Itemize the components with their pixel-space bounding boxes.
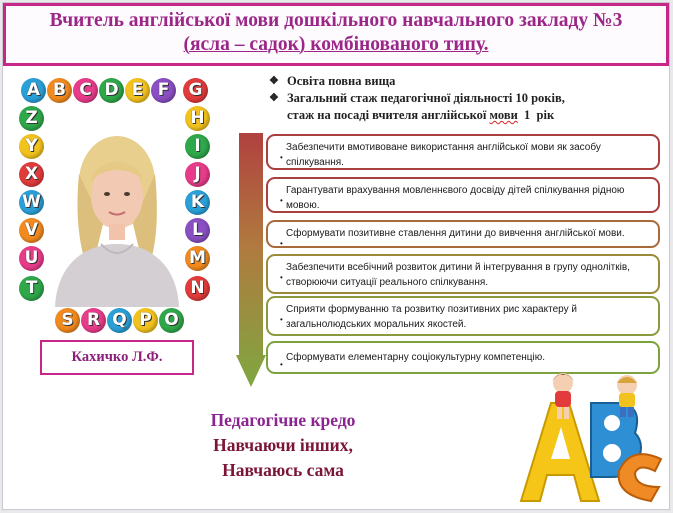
letter-n-icon: N [185, 276, 210, 301]
letter-e-icon: E [125, 78, 150, 103]
slide [2, 2, 670, 510]
task-item-2-text: Гарантувати врахування мовленнєвого досвіду дітей спілкування рідною мовою. [286, 185, 625, 211]
letter-l-icon: L [185, 218, 210, 243]
letter-i-icon: I [185, 134, 210, 159]
bullet-dot-icon: • [280, 315, 283, 324]
task-item-1 [266, 134, 660, 170]
letter-m-icon: M [185, 246, 210, 271]
letter-a-icon: A [21, 78, 46, 103]
info-bullets [265, 73, 625, 124]
letter-k-icon: K [185, 190, 210, 215]
title-box [3, 3, 669, 66]
task-item-2 [266, 177, 660, 213]
name-box [40, 340, 194, 375]
diamond-bullet-icon: ❖ [269, 75, 279, 87]
task-item-4 [266, 254, 660, 294]
letter-f-icon: F [151, 78, 176, 103]
task-item-5 [266, 296, 660, 336]
bullet-dot-icon: • [280, 153, 283, 162]
letter-t-icon: T [19, 276, 44, 301]
task-item-5-text: Сприяти формуванню та розвитку позитивних рис характеру й загальнолюдських моральних якостей. [286, 304, 577, 330]
letter-g-icon: G [183, 78, 208, 103]
letter-j-icon: J [185, 162, 210, 187]
letter-r-icon: R [81, 308, 106, 333]
letter-x-icon: X [19, 162, 44, 187]
pedagogical-credo [183, 408, 383, 483]
task-item-3-text: Сформувати позитивне ставлення дитини до вивчення англійської мови. [286, 228, 625, 239]
teacher-name: Кахичко Л.Ф. [71, 349, 163, 365]
letter-d-icon: D [99, 78, 124, 103]
bullet-sub-after: 1 рік [517, 108, 555, 122]
page-title [6, 6, 666, 57]
bullet-dot-icon: • [280, 360, 283, 369]
task-item-4-text: Забезпечити всебічний розвиток дитини й інтегрування в групу однолітків, створюючи ситуації реального спілкування. [286, 262, 630, 288]
teacher-photo [45, 104, 185, 307]
letter-s-icon: S [55, 308, 80, 333]
letter-h-icon: H [185, 106, 210, 131]
down-arrow-icon [236, 133, 266, 387]
letter-o-icon: O [159, 308, 184, 333]
letter-p-icon: P [133, 308, 158, 333]
bullet-dot-icon: • [280, 273, 283, 282]
alphabet-photo-frame [17, 76, 213, 338]
letter-v-icon: V [19, 218, 44, 243]
task-item-3 [266, 220, 660, 248]
title-line-2: (ясла – садок) комбінованого типу. [183, 34, 489, 55]
credo-line-2: Навчаючи інших, [213, 435, 353, 455]
kids-abc-illustration [511, 363, 666, 503]
letter-w-icon: W [19, 190, 44, 215]
task-item-6-text: Сформувати елементарну соціокультурну компетенцію. [286, 352, 546, 363]
letter-y-icon: Y [19, 134, 44, 159]
letter-b-icon: B [47, 78, 72, 103]
bullet-sub-before: стаж на посаді вчителя англійської [287, 108, 490, 122]
letter-z-icon: Z [19, 106, 44, 131]
letter-u-icon: U [19, 246, 44, 271]
bullet-education-text: Освіта повна вища [287, 74, 396, 88]
bullet-dot-icon: • [280, 196, 283, 205]
spellcheck-word: мови [489, 108, 518, 122]
task-item-1-text: Забезпечити вмотивоване використання англійської мови як засобу спілкування. [286, 142, 601, 168]
letter-c-icon: C [73, 78, 98, 103]
bullet-experience-text: Загальний стаж педагогічної діяльності 10 років, [287, 91, 565, 105]
bullet-experience-sub [265, 107, 625, 124]
bullet-education [265, 73, 625, 90]
credo-heading: Педагогічне кредо [210, 410, 356, 430]
diamond-bullet-icon: ❖ [269, 92, 279, 104]
bullet-experience [265, 90, 625, 107]
letter-q-icon: Q [107, 308, 132, 333]
bullet-dot-icon: • [280, 239, 283, 248]
credo-line-3: Навчаюсь сама [222, 460, 344, 480]
teacher-portrait-image [45, 104, 185, 307]
title-line-1: Вчитель англійської мови дошкільного навчального закладу №3 [49, 10, 623, 31]
